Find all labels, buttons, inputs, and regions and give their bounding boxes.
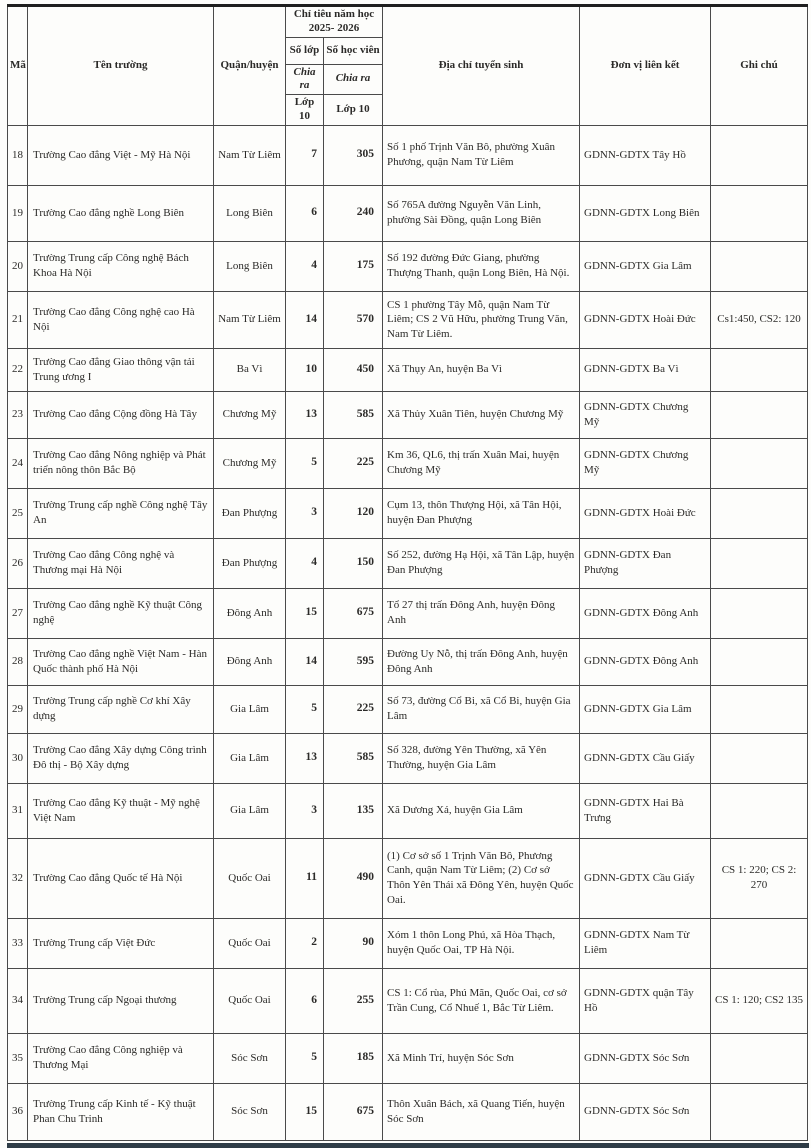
cell-students-grade10: 225 xyxy=(324,438,383,488)
cell-district: Sóc Sơn xyxy=(214,1083,286,1140)
cell-school-name: Trường Cao đẳng Kỹ thuật - Mỹ nghệ Việt Nam xyxy=(28,783,214,838)
cell-enrollment-address: Số 73, đường Cổ Bi, xã Cổ Bi, huyện Gia Lâm xyxy=(383,685,580,733)
cell-classes-grade10: 4 xyxy=(286,241,324,291)
cell-ma: 21 xyxy=(8,291,28,348)
cell-partner-unit: GDNN-GDTX Cầu Giấy xyxy=(580,733,711,783)
page-bottom-edge-line xyxy=(7,1143,809,1148)
cell-partner-unit: GDNN-GDTX Nam Từ Liêm xyxy=(580,918,711,968)
cell-students-grade10: 585 xyxy=(324,391,383,438)
cell-students-grade10: 225 xyxy=(324,685,383,733)
cell-district: Đan Phượng xyxy=(214,488,286,538)
cell-district: Gia Lâm xyxy=(214,685,286,733)
cell-note xyxy=(711,125,808,185)
table-row xyxy=(8,918,808,968)
table-row xyxy=(8,685,808,733)
cell-enrollment-address: Số 765A đường Nguyễn Văn Linh, phường Sài Đồng, quận Long Biên xyxy=(383,185,580,241)
cell-enrollment-address: CS 1: Cổ rùa, Phú Mãn, Quốc Oai, cơ sở Trần Cung, Cổ Nhuế 1, Bắc Từ Liêm. xyxy=(383,968,580,1033)
cell-note xyxy=(711,348,808,391)
table-row xyxy=(8,1033,808,1083)
cell-classes-grade10: 6 xyxy=(286,968,324,1033)
cell-school-name: Trường Trung cấp Công nghệ Bách Khoa Hà Nội xyxy=(28,241,214,291)
cell-students-grade10: 305 xyxy=(324,125,383,185)
col-header-district: Quận/huyện xyxy=(214,6,286,126)
cell-partner-unit: GDNN-GDTX Đông Anh xyxy=(580,638,711,685)
cell-enrollment-address: Số 328, đường Yên Thường, xã Yên Thường, huyện Gia Lâm xyxy=(383,733,580,783)
cell-students-grade10: 675 xyxy=(324,1083,383,1140)
cell-school-name: Trường Trung cấp Kinh tế - Kỹ thuật Phan Chu Trinh xyxy=(28,1083,214,1140)
cell-school-name: Trường Cao đẳng Cộng đồng Hà Tây xyxy=(28,391,214,438)
cell-classes-grade10: 13 xyxy=(286,391,324,438)
cell-students-grade10: 675 xyxy=(324,588,383,638)
cell-partner-unit: GDNN-GDTX Chương Mỹ xyxy=(580,438,711,488)
cell-school-name: Trường Cao đẳng nghề Kỹ thuật Công nghệ xyxy=(28,588,214,638)
cell-classes-grade10: 3 xyxy=(286,783,324,838)
table-row xyxy=(8,241,808,291)
col-header-note: Ghi chú xyxy=(711,6,808,126)
cell-students-grade10: 175 xyxy=(324,241,383,291)
cell-ma: 32 xyxy=(8,838,28,918)
cell-partner-unit: GDNN-GDTX Cầu Giấy xyxy=(580,838,711,918)
cell-note xyxy=(711,588,808,638)
subheader-chia-ra-students: Chia ra xyxy=(324,64,383,95)
cell-district: Đông Anh xyxy=(214,638,286,685)
cell-ma: 35 xyxy=(8,1033,28,1083)
cell-students-grade10: 135 xyxy=(324,783,383,838)
cell-students-grade10: 185 xyxy=(324,1033,383,1083)
cell-note xyxy=(711,638,808,685)
cell-district: Chương Mỹ xyxy=(214,438,286,488)
cell-classes-grade10: 15 xyxy=(286,1083,324,1140)
cell-school-name: Trường Cao đẳng Công nghệ và Thương mại Hà Nội xyxy=(28,538,214,588)
cell-district: Quốc Oai xyxy=(214,838,286,918)
subheader-chia-ra-classes: Chia ra xyxy=(286,64,324,95)
table-row xyxy=(8,638,808,685)
cell-district: Đông Anh xyxy=(214,588,286,638)
cell-classes-grade10: 5 xyxy=(286,685,324,733)
cell-classes-grade10: 5 xyxy=(286,438,324,488)
table-row xyxy=(8,733,808,783)
cell-district: Long Biên xyxy=(214,185,286,241)
cell-partner-unit: GDNN-GDTX Ba Vì xyxy=(580,348,711,391)
cell-district: Quốc Oai xyxy=(214,918,286,968)
cell-ma: 34 xyxy=(8,968,28,1033)
cell-ma: 31 xyxy=(8,783,28,838)
cell-district: Chương Mỹ xyxy=(214,391,286,438)
table-row xyxy=(8,968,808,1033)
cell-classes-grade10: 13 xyxy=(286,733,324,783)
cell-ma: 23 xyxy=(8,391,28,438)
table-row xyxy=(8,291,808,348)
table-row xyxy=(8,1083,808,1140)
cell-note xyxy=(711,488,808,538)
cell-school-name: Trường Trung cấp Việt Đức xyxy=(28,918,214,968)
cell-district: Sóc Sơn xyxy=(214,1033,286,1083)
cell-enrollment-address: Thôn Xuân Bách, xã Quang Tiến, huyện Sóc Sơn xyxy=(383,1083,580,1140)
cell-enrollment-address: Xóm 1 thôn Long Phú, xã Hòa Thạch, huyện Quốc Oai, TP Hà Nội. xyxy=(383,918,580,968)
cell-district: Nam Từ Liêm xyxy=(214,125,286,185)
cell-partner-unit: GDNN-GDTX quận Tây Hồ xyxy=(580,968,711,1033)
cell-enrollment-address: Tổ 27 thị trấn Đông Anh, huyện Đông Anh xyxy=(383,588,580,638)
cell-ma: 18 xyxy=(8,125,28,185)
cell-note xyxy=(711,391,808,438)
cell-ma: 26 xyxy=(8,538,28,588)
cell-ma: 29 xyxy=(8,685,28,733)
cell-students-grade10: 585 xyxy=(324,733,383,783)
table-row xyxy=(8,783,808,838)
cell-classes-grade10: 15 xyxy=(286,588,324,638)
cell-note xyxy=(711,783,808,838)
cell-students-grade10: 120 xyxy=(324,488,383,538)
cell-school-name: Trường Cao đẳng Công nghệ cao Hà Nội xyxy=(28,291,214,348)
cell-classes-grade10: 14 xyxy=(286,291,324,348)
cell-partner-unit: GDNN-GDTX Hoài Đức xyxy=(580,291,711,348)
table-row xyxy=(8,488,808,538)
cell-ma: 33 xyxy=(8,918,28,968)
table-row xyxy=(8,588,808,638)
cell-enrollment-address: Cụm 13, thôn Thượng Hội, xã Tân Hội, huyện Đan Phượng xyxy=(383,488,580,538)
col-header-ma: Mã xyxy=(8,6,28,126)
cell-ma: 28 xyxy=(8,638,28,685)
cell-enrollment-address: Số 252, đường Hạ Hội, xã Tân Lập, huyện Đan Phượng xyxy=(383,538,580,588)
cell-note xyxy=(711,538,808,588)
cell-note xyxy=(711,438,808,488)
table-row xyxy=(8,125,808,185)
cell-classes-grade10: 14 xyxy=(286,638,324,685)
cell-enrollment-address: Xã Thủy Xuân Tiên, huyện Chương Mỹ xyxy=(383,391,580,438)
cell-ma: 25 xyxy=(8,488,28,538)
cell-enrollment-address: Số 192 đường Đức Giang, phường Thượng Thanh, quận Long Biên, Hà Nội. xyxy=(383,241,580,291)
col-header-students: Số học viên xyxy=(324,37,383,64)
cell-enrollment-address: Số 1 phố Trịnh Văn Bô, phường Xuân Phương, quận Nam Từ Liêm xyxy=(383,125,580,185)
cell-partner-unit: GDNN-GDTX Gia Lâm xyxy=(580,685,711,733)
cell-note xyxy=(711,685,808,733)
cell-students-grade10: 240 xyxy=(324,185,383,241)
cell-note xyxy=(711,185,808,241)
cell-classes-grade10: 6 xyxy=(286,185,324,241)
cell-school-name: Trường Trung cấp nghề Cơ khí Xây dựng xyxy=(28,685,214,733)
cell-ma: 30 xyxy=(8,733,28,783)
cell-district: Quốc Oai xyxy=(214,968,286,1033)
table-row xyxy=(8,538,808,588)
cell-school-name: Trường Cao đẳng Giao thông vận tải Trung ương I xyxy=(28,348,214,391)
cell-ma: 19 xyxy=(8,185,28,241)
col-header-classes: Số lớp xyxy=(286,37,324,64)
cell-students-grade10: 90 xyxy=(324,918,383,968)
cell-partner-unit: GDNN-GDTX Chương Mỹ xyxy=(580,391,711,438)
cell-ma: 27 xyxy=(8,588,28,638)
cell-students-grade10: 490 xyxy=(324,838,383,918)
cell-partner-unit: GDNN-GDTX Hoài Đức xyxy=(580,488,711,538)
cell-note xyxy=(711,241,808,291)
table-body xyxy=(8,125,808,1140)
cell-note: CS 1: 220; CS 2: 270 xyxy=(711,838,808,918)
cell-enrollment-address: Xã Dương Xá, huyện Gia Lâm xyxy=(383,783,580,838)
cell-partner-unit: GDNN-GDTX Đan Phượng xyxy=(580,538,711,588)
cell-enrollment-address: Đường Uy Nỗ, thị trấn Đông Anh, huyện Đông Anh xyxy=(383,638,580,685)
col-header-address: Địa chỉ tuyển sinh xyxy=(383,6,580,126)
cell-enrollment-address: Xã Thụy An, huyện Ba Vì xyxy=(383,348,580,391)
table-row xyxy=(8,838,808,918)
subheader-grade10-students: Lớp 10 xyxy=(324,95,383,126)
cell-ma: 24 xyxy=(8,438,28,488)
cell-partner-unit: GDNN-GDTX Long Biên xyxy=(580,185,711,241)
cell-district: Nam Từ Liêm xyxy=(214,291,286,348)
cell-classes-grade10: 7 xyxy=(286,125,324,185)
cell-district: Long Biên xyxy=(214,241,286,291)
cell-note xyxy=(711,1033,808,1083)
cell-note xyxy=(711,1083,808,1140)
table-row xyxy=(8,348,808,391)
cell-partner-unit: GDNN-GDTX Tây Hồ xyxy=(580,125,711,185)
cell-school-name: Trường Cao đẳng Công nghiệp và Thương Mại xyxy=(28,1033,214,1083)
cell-partner-unit: GDNN-GDTX Hai Bà Trưng xyxy=(580,783,711,838)
cell-school-name: Trường Trung cấp nghề Công nghệ Tây An xyxy=(28,488,214,538)
cell-district: Ba Vì xyxy=(214,348,286,391)
cell-enrollment-address: Xã Minh Trí, huyện Sóc Sơn xyxy=(383,1033,580,1083)
cell-enrollment-address: Km 36, QL6, thị trấn Xuân Mai, huyện Chương Mỹ xyxy=(383,438,580,488)
cell-classes-grade10: 5 xyxy=(286,1033,324,1083)
table-header xyxy=(8,6,808,126)
col-header-school-name: Tên trường xyxy=(28,6,214,126)
cell-students-grade10: 255 xyxy=(324,968,383,1033)
cell-classes-grade10: 10 xyxy=(286,348,324,391)
cell-note: CS 1: 120; CS2 135 xyxy=(711,968,808,1033)
cell-partner-unit: GDNN-GDTX Đông Anh xyxy=(580,588,711,638)
cell-ma: 36 xyxy=(8,1083,28,1140)
cell-classes-grade10: 2 xyxy=(286,918,324,968)
cell-partner-unit: GDNN-GDTX Sóc Sơn xyxy=(580,1083,711,1140)
subheader-grade10-classes: Lớp 10 xyxy=(286,95,324,126)
cell-students-grade10: 150 xyxy=(324,538,383,588)
cell-school-name: Trường Cao đẳng nghề Việt Nam - Hàn Quốc thành phố Hà Nội xyxy=(28,638,214,685)
cell-enrollment-address: CS 1 phường Tây Mỗ, quận Nam Từ Liêm; CS 2 Vũ Hữu, phường Trung Văn, Nam Từ Liêm. xyxy=(383,291,580,348)
cell-school-name: Trường Cao đẳng Việt - Mỹ Hà Nội xyxy=(28,125,214,185)
cell-school-name: Trường Cao đẳng Quốc tế Hà Nội xyxy=(28,838,214,918)
cell-classes-grade10: 4 xyxy=(286,538,324,588)
cell-students-grade10: 570 xyxy=(324,291,383,348)
cell-students-grade10: 595 xyxy=(324,638,383,685)
cell-ma: 22 xyxy=(8,348,28,391)
cell-enrollment-address: (1) Cơ sở số 1 Trịnh Văn Bô, Phương Canh, quận Nam Từ Liêm; (2) Cơ sở Thôn Yên Thái xã Đông Yên, huyện Quốc Oai. xyxy=(383,838,580,918)
cell-partner-unit: GDNN-GDTX Sóc Sơn xyxy=(580,1033,711,1083)
cell-ma: 20 xyxy=(8,241,28,291)
cell-school-name: Trường Cao đẳng nghề Long Biên xyxy=(28,185,214,241)
table-row xyxy=(8,438,808,488)
table-row xyxy=(8,185,808,241)
cell-school-name: Trường Cao đẳng Nông nghiệp và Phát triển nông thôn Bắc Bộ xyxy=(28,438,214,488)
cell-district: Gia Lâm xyxy=(214,783,286,838)
col-header-quota-group: Chỉ tiêu năm học 2025- 2026 xyxy=(286,6,383,38)
table-row xyxy=(8,391,808,438)
cell-note xyxy=(711,918,808,968)
cell-district: Đan Phượng xyxy=(214,538,286,588)
cell-partner-unit: GDNN-GDTX Gia Lâm xyxy=(580,241,711,291)
enrollment-quota-table xyxy=(7,4,808,1141)
cell-school-name: Trường Trung cấp Ngoại thương xyxy=(28,968,214,1033)
cell-note: Cs1:450, CS2: 120 xyxy=(711,291,808,348)
cell-classes-grade10: 3 xyxy=(286,488,324,538)
cell-students-grade10: 450 xyxy=(324,348,383,391)
col-header-partner-unit: Đơn vị liên kết xyxy=(580,6,711,126)
cell-district: Gia Lâm xyxy=(214,733,286,783)
cell-school-name: Trường Cao đẳng Xây dựng Công trình Đô thị - Bộ Xây dựng xyxy=(28,733,214,783)
cell-classes-grade10: 11 xyxy=(286,838,324,918)
cell-note xyxy=(711,733,808,783)
